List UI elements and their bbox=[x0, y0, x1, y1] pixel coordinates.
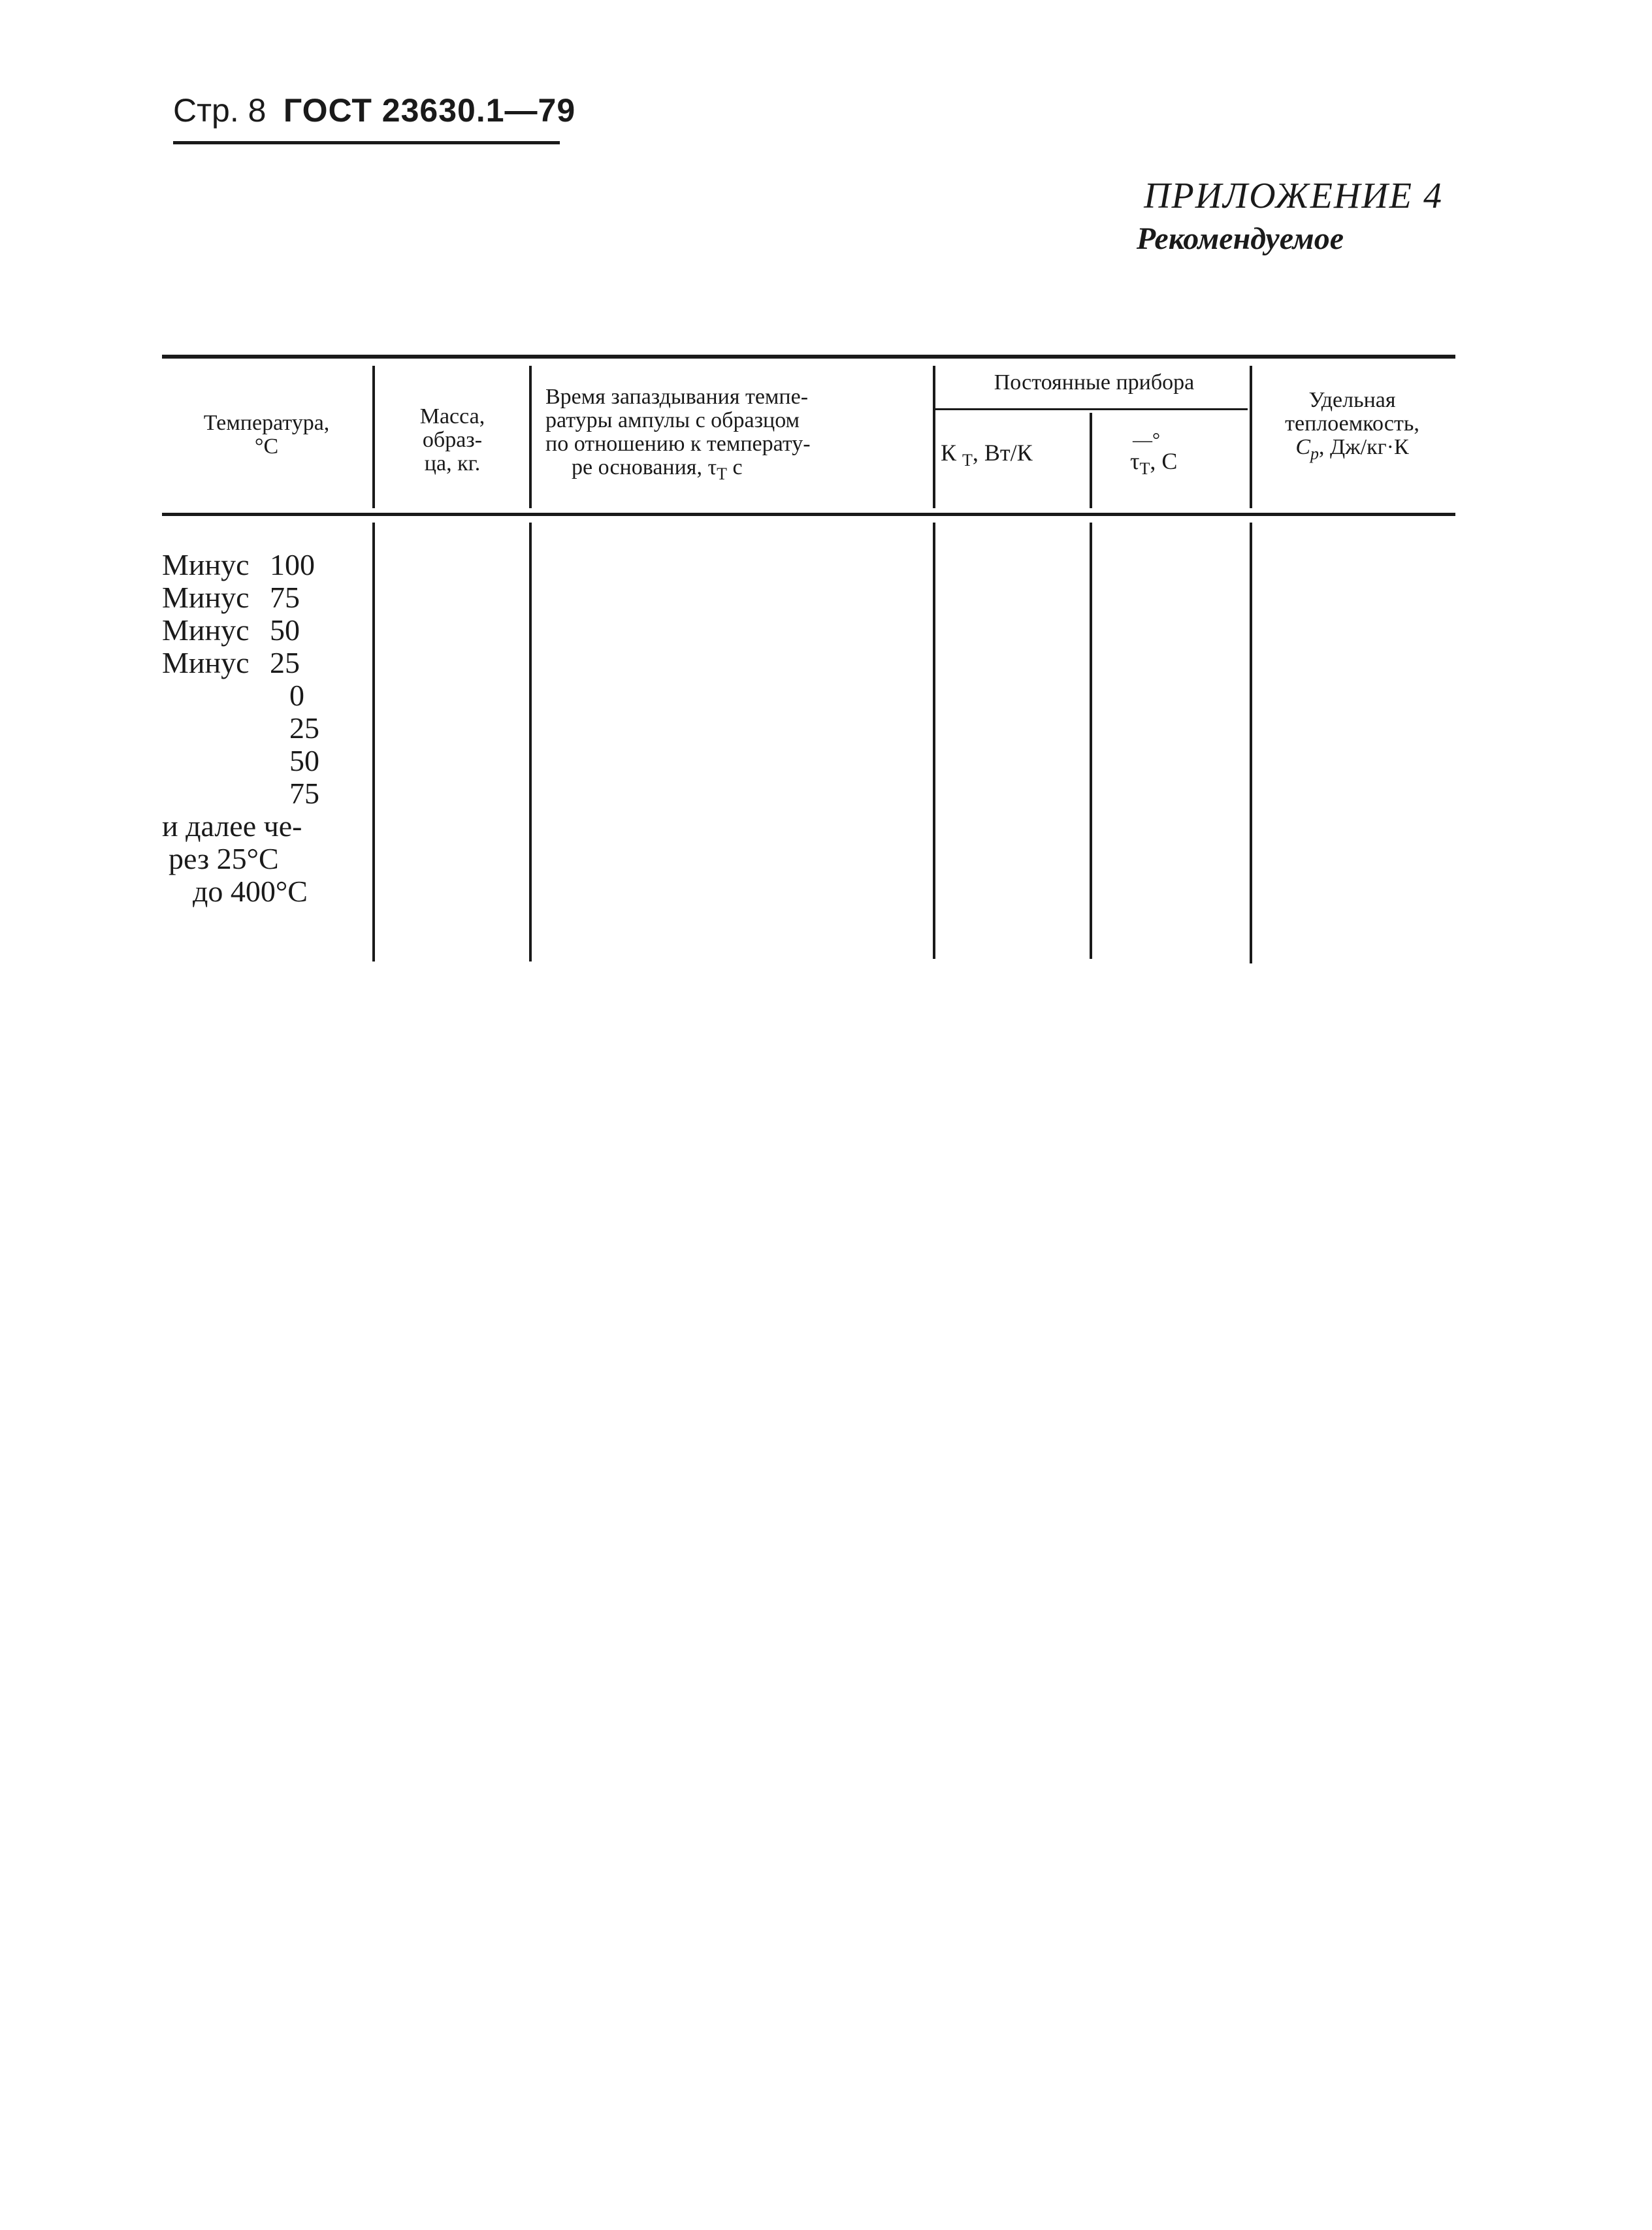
header-kt-sub: T bbox=[962, 451, 973, 470]
table-row bbox=[162, 614, 300, 647]
header-specific-heat-line3 bbox=[1251, 436, 1453, 466]
header-lag-time bbox=[545, 385, 928, 486]
col-divider-1 bbox=[372, 366, 375, 508]
row-value: 50 bbox=[289, 744, 319, 777]
row-label: Минус bbox=[162, 548, 250, 581]
table-header-rule bbox=[162, 513, 1455, 516]
header-temperature bbox=[169, 412, 364, 459]
header-mass bbox=[379, 405, 526, 476]
header-rule bbox=[173, 141, 560, 144]
col-divider-2 bbox=[529, 366, 532, 508]
header-mass-line3: ца, кг. bbox=[424, 451, 481, 476]
appendix-title: ПРИЛОЖЕНИЕ 4 bbox=[1144, 176, 1443, 216]
header-tau-sub: T bbox=[1139, 459, 1150, 479]
col-divider-4-body bbox=[1090, 523, 1092, 959]
row-value: 0 bbox=[289, 679, 304, 712]
col-divider-5-body bbox=[1250, 523, 1252, 963]
table-row bbox=[162, 549, 315, 581]
group-header-rule bbox=[934, 408, 1248, 410]
header-lag-time-line1: Время запаздывания темпе- bbox=[545, 385, 809, 409]
table-row bbox=[289, 679, 304, 712]
header-specific-heat bbox=[1251, 389, 1453, 466]
row-value: 25 bbox=[270, 646, 300, 679]
header-lag-time-line3: по отношению к температу- bbox=[545, 432, 811, 456]
table-row-footer: и далее че- bbox=[162, 809, 302, 843]
header-temperature-line2: °С bbox=[254, 434, 279, 459]
header-mass-line1: Масса, bbox=[419, 404, 485, 428]
row-value: 100 bbox=[270, 548, 315, 581]
col-divider-2-body bbox=[529, 523, 532, 961]
row-value: 75 bbox=[289, 777, 319, 810]
table-top-rule bbox=[162, 355, 1455, 359]
col-divider-4 bbox=[1090, 413, 1092, 508]
row-value: 75 bbox=[270, 581, 300, 614]
row-value: 50 bbox=[270, 613, 300, 647]
header-kt bbox=[941, 441, 1088, 472]
header-specific-heat-line1: Удельная bbox=[1308, 388, 1396, 412]
header-lag-time-sub: T bbox=[717, 464, 728, 483]
col-divider-3-body bbox=[933, 523, 935, 959]
header-kt-symbol: К bbox=[941, 440, 957, 466]
row-label: Минус bbox=[162, 581, 250, 614]
header-constants-group: Постоянные прибора bbox=[994, 370, 1195, 395]
table-row bbox=[162, 581, 300, 614]
col-divider-3 bbox=[933, 366, 935, 508]
col-divider-1-body bbox=[372, 523, 375, 961]
header-lag-time-line4 bbox=[545, 456, 928, 486]
header-mass-line2: образ- bbox=[422, 428, 483, 452]
header-kt-unit: , Вт/К bbox=[972, 440, 1033, 466]
header-temperature-line1: Температура, bbox=[203, 411, 330, 435]
header-lag-time-unit: с bbox=[727, 455, 743, 479]
table-row-footer: до 400°С bbox=[193, 875, 308, 908]
row-label: Минус bbox=[162, 646, 250, 679]
header-specific-heat-unit: , Дж/кг·К bbox=[1319, 435, 1409, 459]
table-row bbox=[162, 647, 300, 679]
header-specific-heat-line2: теплоемкость, bbox=[1285, 412, 1419, 436]
header-tau-symbol: τ bbox=[1130, 448, 1140, 474]
appendix-subtitle: Рекомендуемое bbox=[1136, 221, 1344, 256]
header-tau-unit: , С bbox=[1150, 448, 1178, 474]
row-label: Минус bbox=[162, 613, 250, 647]
running-header bbox=[173, 91, 575, 129]
tau-overmark: —° bbox=[1133, 429, 1160, 451]
header-tau bbox=[1130, 429, 1244, 482]
table-row bbox=[289, 777, 319, 810]
row-value: 25 bbox=[289, 711, 319, 745]
table-row-footer: рез 25°С bbox=[169, 842, 279, 875]
header-lag-time-line2: ратуры ампулы с образцом bbox=[545, 408, 800, 432]
header-specific-heat-symbol: C bbox=[1295, 435, 1311, 459]
header-lag-time-text: ре основания, τ bbox=[572, 455, 717, 479]
table-row bbox=[289, 745, 319, 777]
page-number: Стр. 8 bbox=[173, 92, 267, 129]
header-specific-heat-sub: p bbox=[1310, 444, 1320, 463]
standard-number: ГОСТ 23630.1—79 bbox=[283, 92, 576, 129]
table-row bbox=[289, 712, 319, 745]
